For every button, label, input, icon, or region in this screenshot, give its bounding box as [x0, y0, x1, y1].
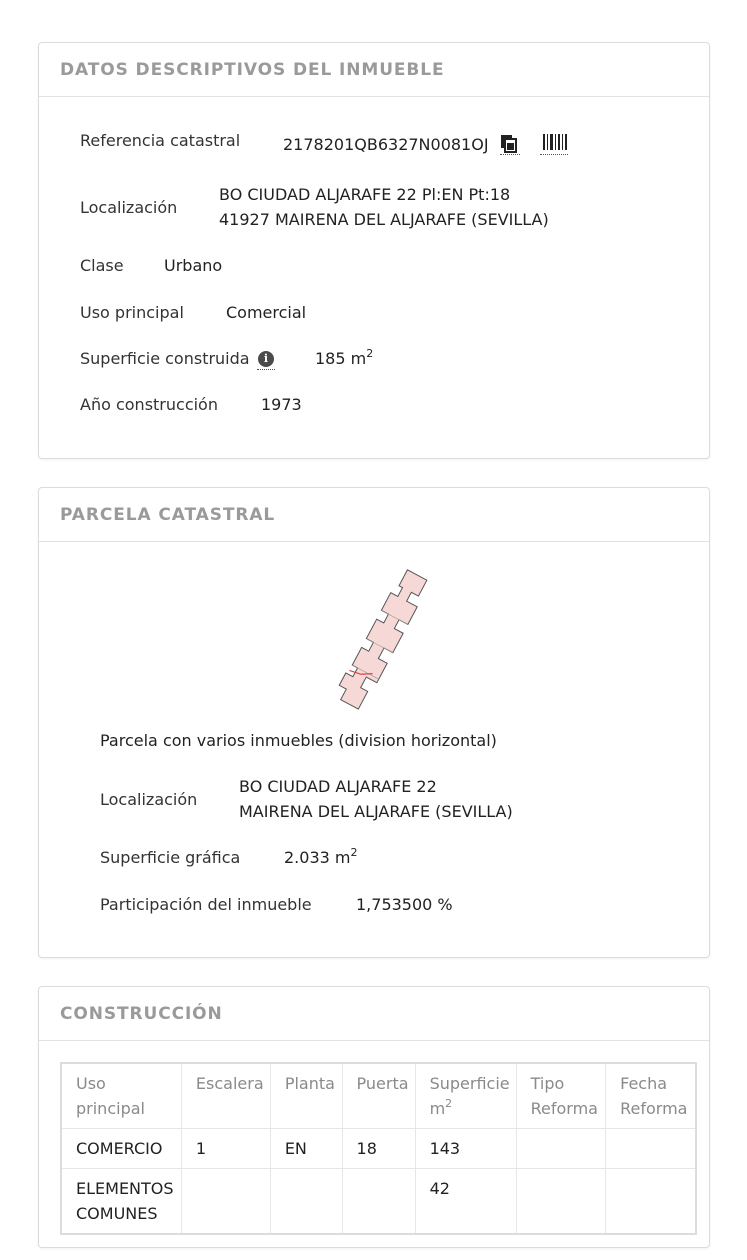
- cell-planta: EN: [270, 1129, 342, 1169]
- cell-puerta: 18: [342, 1129, 415, 1169]
- parcela-descripcion: Parcela con varios inmuebles (division horizontal): [100, 731, 497, 750]
- copy-icon[interactable]: [500, 134, 520, 156]
- superficie-construida-exp: 2: [366, 346, 374, 360]
- header-tipo-line-2: Reforma: [530, 1099, 598, 1118]
- cell-planta: [270, 1169, 342, 1235]
- barcode-icon[interactable]: [542, 133, 568, 153]
- superficie-grafica-label: Superficie gráfica: [100, 848, 241, 867]
- anio-construccion-value: 1973: [261, 395, 302, 414]
- cell-uso-line-2: COMUNES: [76, 1204, 158, 1223]
- cell-fecha-reforma: [606, 1129, 696, 1169]
- copy-icon-underline: [500, 154, 520, 155]
- header-superficie-line-1: Superficie: [429, 1074, 510, 1093]
- referencia-value[interactable]: 2178201QB6327N0081OJ: [283, 135, 489, 154]
- header-tipo-line-1: Tipo: [530, 1074, 565, 1093]
- header-uso-line-2: principal: [76, 1099, 145, 1118]
- cell-superficie: 143: [415, 1129, 516, 1169]
- clase-label: Clase: [80, 256, 124, 275]
- superficie-grafica-value: [284, 845, 357, 870]
- construccion-panel-title: CONSTRUCCIÓN: [39, 987, 709, 1041]
- anio-construccion-label: Año construcción: [80, 395, 218, 414]
- info-icon-underline: [257, 369, 275, 370]
- cell-tipo-reforma: [516, 1129, 606, 1169]
- table-row: [61, 1169, 696, 1235]
- referencia-label: Referencia catastral: [80, 131, 241, 150]
- header-fecha-line-1: Fecha: [620, 1074, 668, 1093]
- construccion-table: [60, 1062, 697, 1235]
- parcela-panel-title: PARCELA CATASTRAL: [39, 488, 709, 542]
- superficie-grafica-exp: 2: [350, 845, 358, 859]
- parcela-localizacion-line-2: MAIRENA DEL ALJARAFE (SEVILLA): [239, 802, 513, 821]
- cell-uso: COMERCIO: [61, 1129, 181, 1169]
- header-planta: Planta: [270, 1063, 342, 1129]
- cell-tipo-reforma: [516, 1169, 606, 1235]
- header-superficie-unit: m: [429, 1099, 446, 1118]
- participacion-value: 1,753500 %: [356, 895, 453, 914]
- table-row: [61, 1129, 696, 1169]
- superficie-construida-number: 185 m: [315, 349, 367, 368]
- header-fecha-reforma: [606, 1063, 696, 1129]
- cell-uso-line-1: ELEMENTOS: [76, 1179, 174, 1198]
- cell-escalera: [181, 1169, 270, 1235]
- header-escalera: Escalera: [181, 1063, 270, 1129]
- cell-puerta: [342, 1169, 415, 1235]
- uso-principal-value: Comercial: [226, 303, 307, 322]
- cell-superficie: 42: [415, 1169, 516, 1235]
- header-superficie: [415, 1063, 516, 1129]
- localizacion-line-2: 41927 MAIRENA DEL ALJARAFE (SEVILLA): [219, 210, 549, 229]
- superficie-construida-label: Superficie construida: [80, 349, 250, 368]
- localizacion-label: Localización: [80, 198, 178, 217]
- header-uso-principal: [61, 1063, 181, 1129]
- header-puerta: Puerta: [342, 1063, 415, 1129]
- barcode-icon-underline: [540, 154, 568, 155]
- header-superficie-exp: 2: [445, 1096, 453, 1110]
- participacion-label: Participación del inmueble: [100, 895, 312, 914]
- uso-principal-label: Uso principal: [80, 303, 184, 322]
- header-fecha-line-2: Reforma: [620, 1099, 688, 1118]
- parcel-map[interactable]: [320, 562, 440, 732]
- parcel-shape: [334, 567, 431, 711]
- header-tipo-reforma: [516, 1063, 606, 1129]
- info-icon[interactable]: i: [258, 351, 274, 367]
- localizacion-line-1: BO CIUDAD ALJARAFE 22 Pl:EN Pt:18: [219, 185, 511, 204]
- superficie-construida-value: [315, 346, 373, 371]
- datos-panel-title: DATOS DESCRIPTIVOS DEL INMUEBLE: [39, 43, 709, 97]
- parcela-localizacion-label: Localización: [100, 790, 198, 809]
- table-header-row: [61, 1063, 696, 1129]
- superficie-grafica-number: 2.033 m: [284, 848, 351, 867]
- cell-escalera: 1: [181, 1129, 270, 1169]
- cell-uso: [61, 1169, 181, 1235]
- clase-value: Urbano: [164, 256, 223, 275]
- cell-fecha-reforma: [606, 1169, 696, 1235]
- parcela-localizacion-line-1: BO CIUDAD ALJARAFE 22: [239, 777, 437, 796]
- header-uso-line-1: Uso: [76, 1074, 106, 1093]
